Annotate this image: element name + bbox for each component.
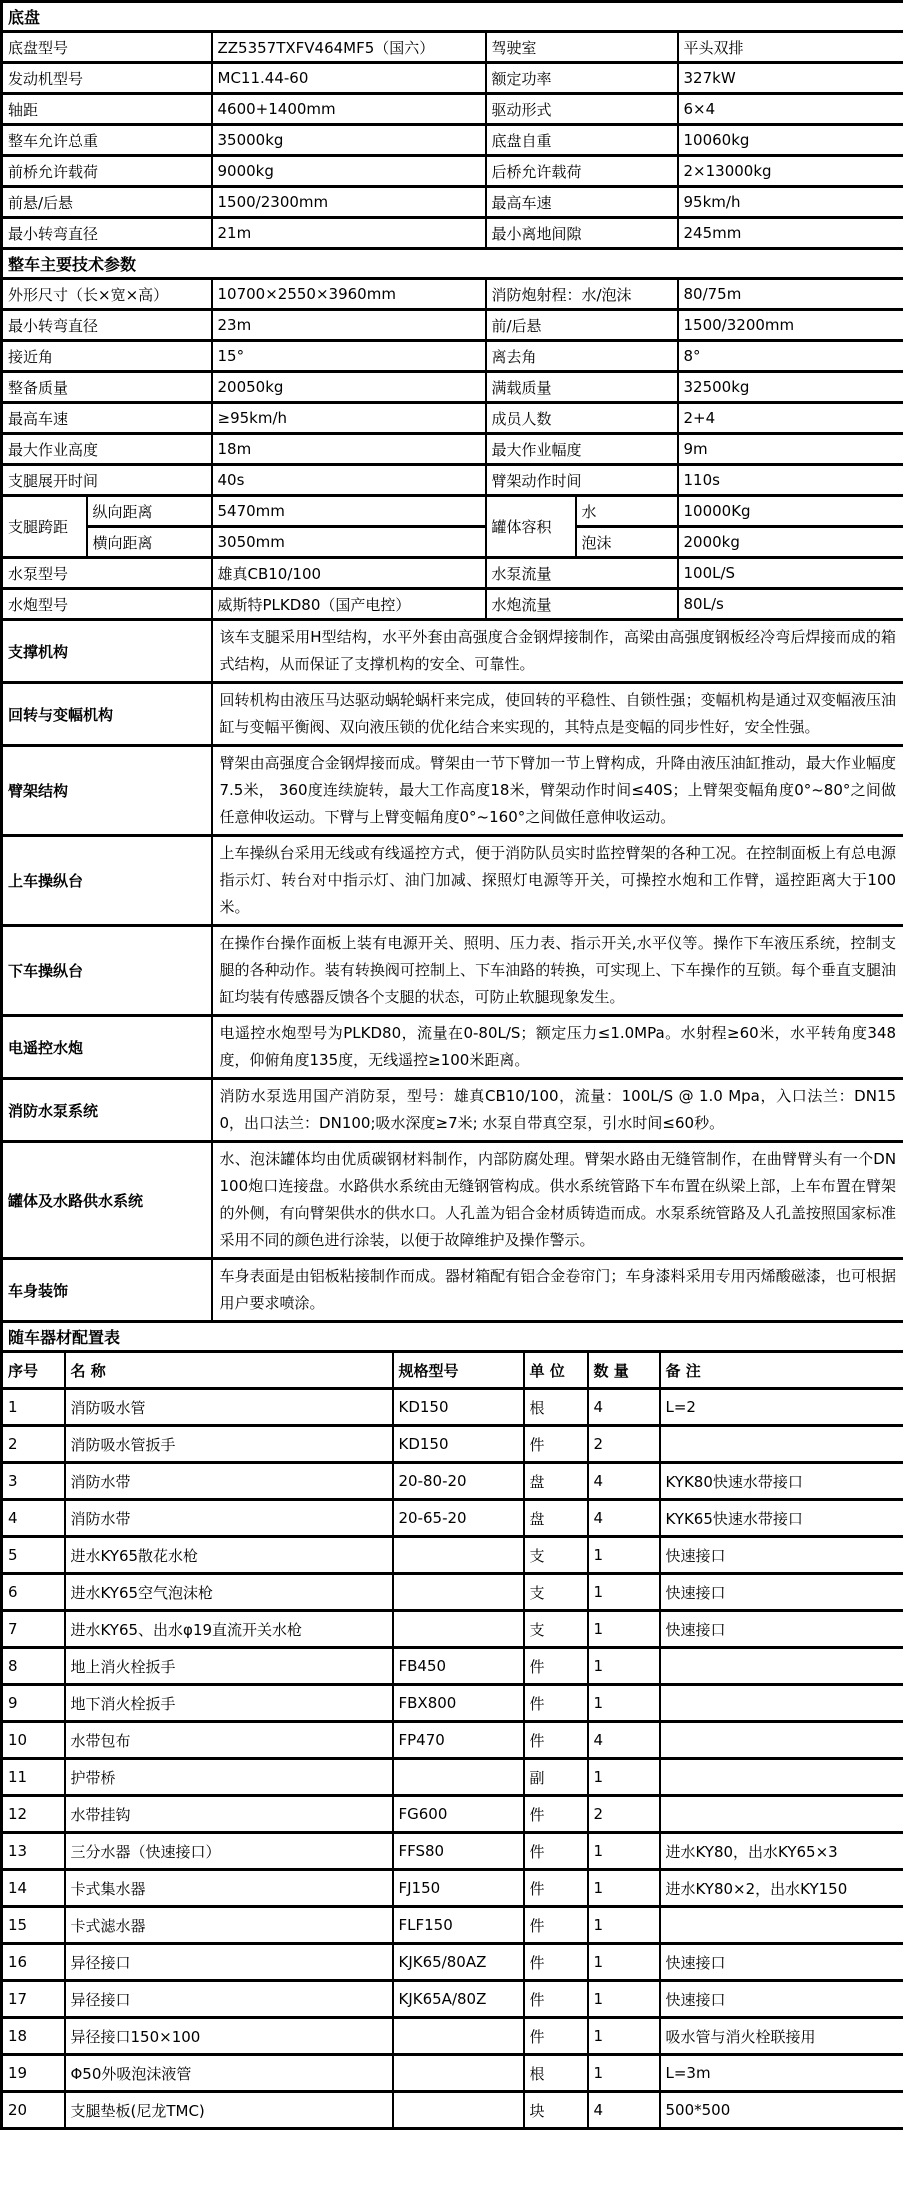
spec-label: 支腿展开时间 xyxy=(2,465,212,496)
equipment-row xyxy=(2,1611,903,1648)
equipment-index: 5 xyxy=(2,1537,65,1574)
spec-label: 离去角 xyxy=(486,341,678,372)
equipment-remark: 快速接口 xyxy=(660,1611,903,1648)
spec-label: 消防炮射程：水/泡沫 xyxy=(486,279,678,310)
spec-value: 327kW xyxy=(678,63,903,94)
equipment-unit: 件 xyxy=(524,2018,588,2055)
equipment-name: 消防吸水管扳手 xyxy=(65,1426,393,1463)
equipment-quantity: 4 xyxy=(588,1722,660,1759)
spec-value: 1500/3200mm xyxy=(678,310,903,341)
spec-label: 最高车速 xyxy=(486,187,678,218)
equipment-quantity: 1 xyxy=(588,2055,660,2092)
spec-label: 整车允许总重 xyxy=(2,125,212,156)
nested-row xyxy=(2,496,903,527)
spec-row xyxy=(2,279,903,310)
spec-label: 后桥允许载荷 xyxy=(486,156,678,187)
description-text: 车身表面是由铝板粘接制作而成。器材箱配有铝合金卷帘门；车身漆料采用专用丙烯酸磁漆，也可根据用户要求喷涂。 xyxy=(212,1259,903,1322)
nested-row xyxy=(2,527,903,558)
equipment-spec-model: FB450 xyxy=(393,1648,524,1685)
equipment-unit: 件 xyxy=(524,1907,588,1944)
equipment-quantity: 1 xyxy=(588,1870,660,1907)
equipment-name: 进水KY65散花水枪 xyxy=(65,1537,393,1574)
equipment-quantity: 4 xyxy=(588,2092,660,2129)
equipment-row xyxy=(2,1722,903,1759)
equipment-unit: 件 xyxy=(524,1833,588,1870)
equipment-unit: 块 xyxy=(524,2092,588,2129)
equipment-unit: 支 xyxy=(524,1537,588,1574)
equipment-name: 异径接口 xyxy=(65,1981,393,2018)
equipment-remark: 进水KY80，出水KY65×3 xyxy=(660,1833,903,1870)
equipment-remark: 进水KY80×2，出水KY150 xyxy=(660,1870,903,1907)
equipment-unit: 根 xyxy=(524,1389,588,1426)
equipment-index: 14 xyxy=(2,1870,65,1907)
equipment-unit: 件 xyxy=(524,1981,588,2018)
equipment-row xyxy=(2,1537,903,1574)
equipment-remark: KYK80快速水带接口 xyxy=(660,1463,903,1500)
equipment-index: 17 xyxy=(2,1981,65,2018)
equipment-unit: 盘 xyxy=(524,1463,588,1500)
spec-label: 水泵型号 xyxy=(2,558,212,589)
equipment-row xyxy=(2,2092,903,2129)
equipment-index: 6 xyxy=(2,1574,65,1611)
spec-label: 最大作业幅度 xyxy=(486,434,678,465)
equipment-spec-model: FFS80 xyxy=(393,1833,524,1870)
equipment-remark xyxy=(660,1796,903,1833)
spec-label: 水炮型号 xyxy=(2,589,212,620)
spec-label: 轴距 xyxy=(2,94,212,125)
spec-label: 额定功率 xyxy=(486,63,678,94)
equipment-spec-model: KJK65/80AZ xyxy=(393,1944,524,1981)
spec-value: MC11.44-60 xyxy=(212,63,486,94)
spec-label: 最高车速 xyxy=(2,403,212,434)
spec-label: 最小离地间隙 xyxy=(486,218,678,249)
equipment-spec-model xyxy=(393,1759,524,1796)
spec-value: 15° xyxy=(212,341,486,372)
equipment-name: 护带桥 xyxy=(65,1759,393,1796)
spec-row xyxy=(2,125,903,156)
spec-row xyxy=(2,558,903,589)
equipment-name: 卡式集水器 xyxy=(65,1870,393,1907)
spec-label: 前/后悬 xyxy=(486,310,678,341)
equipment-spec-model xyxy=(393,2018,524,2055)
spec-row xyxy=(2,465,903,496)
description-text: 在操作台操作面板上装有电源开关、照明、压力表、指示开关,水平仪等。操作下车液压系统，控制支腿的各种动作。装有转换阀可控制上、下车油路的转换，可实现上、下车操作的互锁。每个垂直支腿油缸均装有传感器反馈各个支腿的状态，可防止软腿现象发生。 xyxy=(212,926,903,1016)
tank-sub-label: 水 xyxy=(576,496,678,527)
equipment-spec-model: KD150 xyxy=(393,1389,524,1426)
spec-value: 245mm xyxy=(678,218,903,249)
equipment-index: 3 xyxy=(2,1463,65,1500)
spec-row xyxy=(2,156,903,187)
spec-value: 80/75m xyxy=(678,279,903,310)
description-label: 车身装饰 xyxy=(2,1259,212,1322)
equipment-col-header-spec-model: 规格型号 xyxy=(393,1352,524,1389)
equipment-index: 19 xyxy=(2,2055,65,2092)
equipment-name: 支腿垫板(尼龙TMC) xyxy=(65,2092,393,2129)
equipment-remark: KYK65快速水带接口 xyxy=(660,1500,903,1537)
description-text: 水、泡沫罐体均由优质碳钢材料制作，内部防腐处理。臂架水路由无缝管制作，在曲臂臂头有一个DN100炮口连接盘。水路供水系统由无缝钢管构成。供水系统管路下车布置在纵梁上部，上车布置在臂架的外侧，有向臂架供水的供水口。人孔盖为铝合金材质铸造而成。水泵系统管路及人孔盖按照国家标准采用不同的颜色进行涂装，以便于故障维护及操作警示。 xyxy=(212,1142,903,1259)
spec-value: 平头双排 xyxy=(678,32,903,63)
equipment-name: 地上消火栓扳手 xyxy=(65,1648,393,1685)
description-label: 电遥控水炮 xyxy=(2,1016,212,1079)
outrigger-sub-value: 3050mm xyxy=(212,527,486,558)
equipment-quantity: 2 xyxy=(588,1796,660,1833)
equipment-row xyxy=(2,1796,903,1833)
equipment-quantity: 1 xyxy=(588,1907,660,1944)
spec-label: 驱动形式 xyxy=(486,94,678,125)
equipment-unit: 件 xyxy=(524,1426,588,1463)
equipment-unit: 支 xyxy=(524,1574,588,1611)
equipment-index: 13 xyxy=(2,1833,65,1870)
spec-label: 臂架动作时间 xyxy=(486,465,678,496)
spec-row xyxy=(2,32,903,63)
spec-value: ZZ5357TXFV464MF5（国六） xyxy=(212,32,486,63)
equipment-row xyxy=(2,2055,903,2092)
description-row xyxy=(2,683,903,746)
spec-label: 发动机型号 xyxy=(2,63,212,94)
spec-label: 最小转弯直径 xyxy=(2,310,212,341)
spec-value: ≥95km/h xyxy=(212,403,486,434)
equipment-index: 11 xyxy=(2,1759,65,1796)
equipment-header-row xyxy=(2,1352,903,1389)
equipment-row xyxy=(2,1685,903,1722)
equipment-quantity: 1 xyxy=(588,1611,660,1648)
spec-row xyxy=(2,434,903,465)
description-row xyxy=(2,746,903,836)
equipment-remark: 吸水管与消火栓联接用 xyxy=(660,2018,903,2055)
equipment-index: 8 xyxy=(2,1648,65,1685)
section-title: 随车器材配置表 xyxy=(2,1322,903,1352)
spec-row xyxy=(2,63,903,94)
equipment-row xyxy=(2,1648,903,1685)
equipment-spec-model: 20-65-20 xyxy=(393,1500,524,1537)
equipment-name: 进水KY65空气泡沫枪 xyxy=(65,1574,393,1611)
spec-row xyxy=(2,310,903,341)
equipment-row xyxy=(2,1426,903,1463)
equipment-spec-model: KD150 xyxy=(393,1426,524,1463)
equipment-index: 16 xyxy=(2,1944,65,1981)
vehicle-params-rows-bottom xyxy=(2,558,903,620)
spec-value: 威斯特PLKD80（国产电控） xyxy=(212,589,486,620)
spec-row xyxy=(2,341,903,372)
spec-label: 成员人数 xyxy=(486,403,678,434)
equipment-table xyxy=(0,1320,903,2130)
equipment-spec-model: 20-80-20 xyxy=(393,1463,524,1500)
equipment-remark xyxy=(660,1426,903,1463)
equipment-row xyxy=(2,1907,903,1944)
equipment-index: 1 xyxy=(2,1389,65,1426)
equipment-index: 4 xyxy=(2,1500,65,1537)
equipment-name: 异径接口150×100 xyxy=(65,2018,393,2055)
equipment-quantity: 4 xyxy=(588,1463,660,1500)
equipment-index: 7 xyxy=(2,1611,65,1648)
equipment-quantity: 2 xyxy=(588,1426,660,1463)
vehicle-params-rows-top xyxy=(2,279,903,496)
equipment-unit: 件 xyxy=(524,1796,588,1833)
outrigger-sub-value: 5470mm xyxy=(212,496,486,527)
equipment-name: 消防水带 xyxy=(65,1500,393,1537)
description-label: 罐体及水路供水系统 xyxy=(2,1142,212,1259)
equipment-name: 异径接口 xyxy=(65,1944,393,1981)
section-header-equipment xyxy=(2,1322,903,1352)
tank-sub-label: 泡沫 xyxy=(576,527,678,558)
equipment-quantity: 1 xyxy=(588,1574,660,1611)
equipment-remark: L=3m xyxy=(660,2055,903,2092)
equipment-remark xyxy=(660,1907,903,1944)
spec-row xyxy=(2,187,903,218)
equipment-quantity: 1 xyxy=(588,1759,660,1796)
equipment-name: 消防吸水管 xyxy=(65,1389,393,1426)
spec-value: 2×13000kg xyxy=(678,156,903,187)
equipment-row xyxy=(2,1833,903,1870)
equipment-col-header-quantity: 数 量 xyxy=(588,1352,660,1389)
spec-label: 整备质量 xyxy=(2,372,212,403)
equipment-name: 水带包布 xyxy=(65,1722,393,1759)
spec-label: 外形尺寸（长×宽×高） xyxy=(2,279,212,310)
equipment-row xyxy=(2,1981,903,2018)
spec-value: 110s xyxy=(678,465,903,496)
equipment-quantity: 1 xyxy=(588,1648,660,1685)
equipment-index: 2 xyxy=(2,1426,65,1463)
equipment-name: 进水KY65、出水φ19直流开关水枪 xyxy=(65,1611,393,1648)
spec-value: 雄真CB10/100 xyxy=(212,558,486,589)
equipment-col-header-index: 序号 xyxy=(2,1352,65,1389)
spec-label: 驾驶室 xyxy=(486,32,678,63)
outrigger-tank-block xyxy=(2,496,903,558)
equipment-name: 卡式滤水器 xyxy=(65,1907,393,1944)
equipment-name: 水带挂钩 xyxy=(65,1796,393,1833)
spec-label: 接近角 xyxy=(2,341,212,372)
spec-row xyxy=(2,218,903,249)
spec-value: 21m xyxy=(212,218,486,249)
equipment-quantity: 1 xyxy=(588,1537,660,1574)
section-title: 底盘 xyxy=(2,2,903,32)
equipment-row xyxy=(2,1463,903,1500)
spec-value: 95km/h xyxy=(678,187,903,218)
equipment-row xyxy=(2,1574,903,1611)
equipment-spec-model xyxy=(393,1537,524,1574)
description-text: 臂架由高强度合金钢焊接而成。臂架由一节下臂加一节上臂构成，升降由液压油缸推动，最大作业幅度7.5米， 360度连续旋转，最大工作高度18米，臂架动作时间≤40S；上臂架变幅角度0°~80°之间做任意伸收运动。下臂与上臂变幅角度0°~160°之间做任意伸收运动。 xyxy=(212,746,903,836)
equipment-col-header-name: 名 称 xyxy=(65,1352,393,1389)
spec-label: 水泵流量 xyxy=(486,558,678,589)
equipment-index: 20 xyxy=(2,2092,65,2129)
equipment-spec-model: FP470 xyxy=(393,1722,524,1759)
tank-sub-value: 2000kg xyxy=(678,527,903,558)
description-row xyxy=(2,620,903,683)
equipment-spec-model: FG600 xyxy=(393,1796,524,1833)
equipment-index: 15 xyxy=(2,1907,65,1944)
description-text: 回转机构由液压马达驱动蜗轮蜗杆来完成，使回转的平稳性、自锁性强；变幅机构是通过双变幅液压油缸与变幅平衡阀、双向液压锁的优化结合来实现的，其特点是变幅的同步性好，安全性强。 xyxy=(212,683,903,746)
spec-value: 20050kg xyxy=(212,372,486,403)
spec-value: 4600+1400mm xyxy=(212,94,486,125)
spec-value: 35000kg xyxy=(212,125,486,156)
description-label: 下车操纵台 xyxy=(2,926,212,1016)
equipment-spec-model xyxy=(393,1611,524,1648)
spec-row xyxy=(2,589,903,620)
spec-value: 18m xyxy=(212,434,486,465)
equipment-rows xyxy=(2,1389,903,2129)
spec-value: 2+4 xyxy=(678,403,903,434)
section-header-chassis xyxy=(2,2,903,32)
equipment-remark: L=2 xyxy=(660,1389,903,1426)
equipment-quantity: 1 xyxy=(588,1981,660,2018)
spec-value: 80L/s xyxy=(678,589,903,620)
equipment-unit: 盘 xyxy=(524,1500,588,1537)
description-text: 上车操纵台采用无线或有线遥控方式，便于消防队员实时监控臂架的各种工况。在控制面板上有总电源指示灯、转台对中指示灯、油门加减、探照灯电源等开关，可操控水炮和工作臂，遥控距离大于100米。 xyxy=(212,836,903,926)
spec-label: 前桥允许载荷 xyxy=(2,156,212,187)
description-text: 该车支腿采用H型结构，水平外套由高强度合金钢焊接制作，高梁由高强度钢板经冷弯后焊接而成的箱式结构，从而保证了支撑机构的安全、可靠性。 xyxy=(212,620,903,683)
spec-label: 最小转弯直径 xyxy=(2,218,212,249)
equipment-spec-model: FBX800 xyxy=(393,1685,524,1722)
spec-value: 9000kg xyxy=(212,156,486,187)
description-text: 电遥控水炮型号为PLKD80，流量在0-80L/S；额定压力≤1.0MPa。水射程≥60米，水平转角度348度，仰俯角度135度，无线遥控≥100米距离。 xyxy=(212,1016,903,1079)
description-row xyxy=(2,1016,903,1079)
spec-row xyxy=(2,94,903,125)
equipment-quantity: 1 xyxy=(588,2018,660,2055)
equipment-unit: 件 xyxy=(524,1944,588,1981)
spec-value: 23m xyxy=(212,310,486,341)
equipment-col-header-unit: 单 位 xyxy=(524,1352,588,1389)
equipment-unit: 根 xyxy=(524,2055,588,2092)
equipment-unit: 件 xyxy=(524,1722,588,1759)
equipment-spec-model: FLF150 xyxy=(393,1907,524,1944)
spec-row xyxy=(2,372,903,403)
spec-value: 1500/2300mm xyxy=(212,187,486,218)
spec-value: 100L/S xyxy=(678,558,903,589)
equipment-name: Φ50外吸泡沫液管 xyxy=(65,2055,393,2092)
tank-capacity-label: 罐体容积 xyxy=(486,496,576,558)
outrigger-sub-label: 横向距离 xyxy=(87,527,212,558)
equipment-remark: 500*500 xyxy=(660,2092,903,2129)
equipment-spec-model xyxy=(393,1574,524,1611)
equipment-quantity: 4 xyxy=(588,1500,660,1537)
equipment-remark: 快速接口 xyxy=(660,1537,903,1574)
equipment-remark: 快速接口 xyxy=(660,1574,903,1611)
equipment-spec-model: FJ150 xyxy=(393,1870,524,1907)
section-title: 整车主要技术参数 xyxy=(2,249,903,279)
description-label: 支撑机构 xyxy=(2,620,212,683)
equipment-row xyxy=(2,2018,903,2055)
equipment-remark: 快速接口 xyxy=(660,1981,903,2018)
equipment-unit: 件 xyxy=(524,1685,588,1722)
outrigger-sub-label: 纵向距离 xyxy=(87,496,212,527)
spec-label: 最大作业高度 xyxy=(2,434,212,465)
spec-row xyxy=(2,403,903,434)
description-label: 消防水泵系统 xyxy=(2,1079,212,1142)
equipment-remark xyxy=(660,1685,903,1722)
equipment-spec-model xyxy=(393,2092,524,2129)
equipment-name: 三分水器（快速接口） xyxy=(65,1833,393,1870)
equipment-index: 10 xyxy=(2,1722,65,1759)
chassis-rows xyxy=(2,32,903,249)
description-row xyxy=(2,1142,903,1259)
equipment-name: 消防水带 xyxy=(65,1463,393,1500)
spec-label: 水炮流量 xyxy=(486,589,678,620)
equipment-remark xyxy=(660,1722,903,1759)
spec-label: 底盘型号 xyxy=(2,32,212,63)
description-row xyxy=(2,836,903,926)
spec-label: 满载质量 xyxy=(486,372,678,403)
spec-label: 底盘自重 xyxy=(486,125,678,156)
equipment-quantity: 1 xyxy=(588,1944,660,1981)
spec-value: 32500kg xyxy=(678,372,903,403)
equipment-row xyxy=(2,1759,903,1796)
description-rows xyxy=(2,620,903,1322)
equipment-quantity: 1 xyxy=(588,1685,660,1722)
equipment-row xyxy=(2,1944,903,1981)
description-label: 臂架结构 xyxy=(2,746,212,836)
equipment-index: 18 xyxy=(2,2018,65,2055)
spec-value: 9m xyxy=(678,434,903,465)
equipment-col-header-remark: 备 注 xyxy=(660,1352,903,1389)
equipment-row xyxy=(2,1500,903,1537)
description-label: 上车操纵台 xyxy=(2,836,212,926)
outrigger-span-label: 支腿跨距 xyxy=(2,496,87,558)
description-label: 回转与变幅机构 xyxy=(2,683,212,746)
equipment-unit: 件 xyxy=(524,1870,588,1907)
equipment-remark xyxy=(660,1648,903,1685)
equipment-name: 地下消火栓扳手 xyxy=(65,1685,393,1722)
description-row xyxy=(2,926,903,1016)
spec-value: 8° xyxy=(678,341,903,372)
equipment-index: 9 xyxy=(2,1685,65,1722)
spec-value: 10060kg xyxy=(678,125,903,156)
equipment-row xyxy=(2,1389,903,1426)
equipment-unit: 支 xyxy=(524,1611,588,1648)
equipment-unit: 件 xyxy=(524,1648,588,1685)
equipment-index: 12 xyxy=(2,1796,65,1833)
equipment-unit: 副 xyxy=(524,1759,588,1796)
section-header-vehicle-params xyxy=(2,249,903,279)
spec-value: 40s xyxy=(212,465,486,496)
equipment-spec-model xyxy=(393,2055,524,2092)
equipment-remark xyxy=(660,1759,903,1796)
tank-sub-value: 10000Kg xyxy=(678,496,903,527)
equipment-quantity: 4 xyxy=(588,1389,660,1426)
equipment-row xyxy=(2,1870,903,1907)
description-row xyxy=(2,1259,903,1322)
equipment-quantity: 1 xyxy=(588,1833,660,1870)
equipment-spec-model: KJK65A/80Z xyxy=(393,1981,524,2018)
spec-value: 10700×2550×3960mm xyxy=(212,279,486,310)
spec-label: 前悬/后悬 xyxy=(2,187,212,218)
equipment-remark: 快速接口 xyxy=(660,1944,903,1981)
description-row xyxy=(2,1079,903,1142)
spec-value: 6×4 xyxy=(678,94,903,125)
description-text: 消防水泵选用国产消防泵，型号：雄真CB10/100，流量：100L/S @ 1.0 Mpa，入口法兰：DN150，出口法兰：DN100;吸水深度≥7米; 水泵自带真空泵，引水时间≤60秒。 xyxy=(212,1079,903,1142)
